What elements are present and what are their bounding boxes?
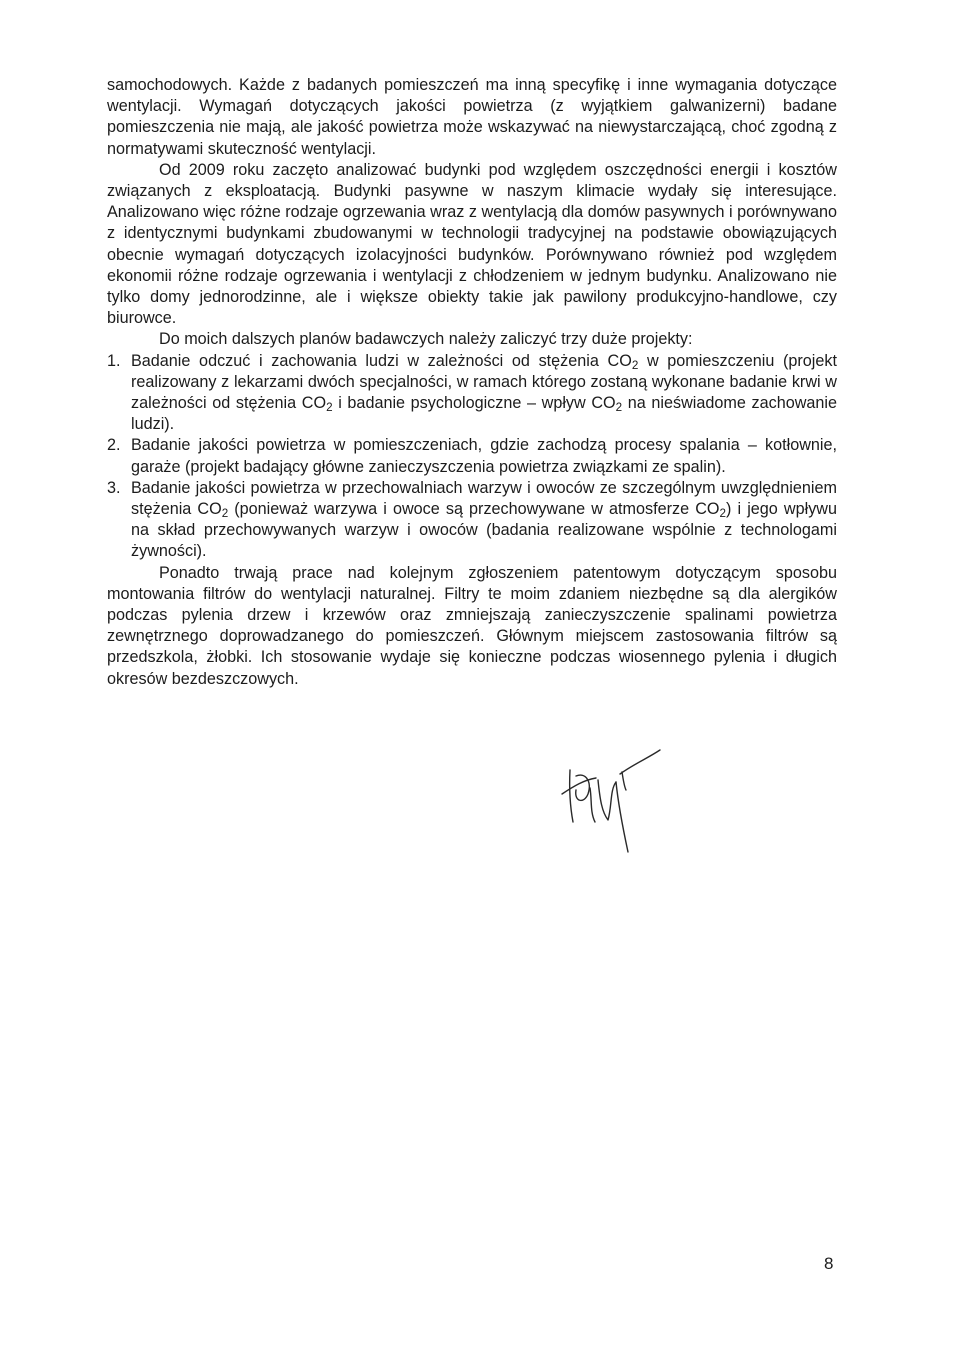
list-item-text xyxy=(131,352,837,434)
subscript: 2 xyxy=(326,400,333,414)
list-number: 2. xyxy=(107,436,121,455)
paragraph-intro: samochodowych. Każde z badanych pomieszczeń ma inną specyfikę i inne wymagania dotyczące wentylacji. Wymagań dotyczących jakości powietrza (z wyjątkiem galwanizerni) badane pomieszczenia nie mają, ale jakość powietrza może wskazywać na niewystarczającą, choć zgodną z normatywami skuteczność wentylacji. xyxy=(107,76,837,158)
text-run: (ponieważ warzywa i owoce są przechowywane w atmosferze CO xyxy=(228,500,720,519)
text-run: na nieświadome zachowanie ludzi). xyxy=(131,394,838,434)
subscript: 2 xyxy=(631,358,639,372)
document-body xyxy=(107,75,837,690)
signature-icon xyxy=(560,742,670,854)
text-run: ) i jego wpływu na skład przechowywanych warzyw i owoców (badania realizowane wspólnie z technologami żywności). xyxy=(131,500,837,561)
list-number: 1. xyxy=(107,351,121,370)
text-run: Badanie odczuć i zachowania ludzi w zależności od stężenia CO xyxy=(131,351,632,370)
subscript: 2 xyxy=(221,506,229,520)
paragraph-energy-analysis: Od 2009 roku zaczęto analizować budynki pod względem oszczędności energii i kosztów związanych z eksploatacją. Budynki pasywne w naszym klimacie wydały się interesujące. Analizowano więc różne rodzaje ogrzewania wraz z wentylacją dla domów pasywnych i porównywano z identycznymi budynkami zbudowanymi w technologii tradycyjnej na podstawie obowiązujących obecnie wymagań dotyczących izolacyjności budynków. Porównywano również pod względem ekonomii różne rodzaje ogrzewania i wentylacji z chłodzeniem w jednym budynku. Analizowano nie tylko domy jednorodzinne, ale i większe obiekty takie jak pawilony produkcyjno-handlowe, czy biurowce. xyxy=(107,160,837,328)
projects-list xyxy=(107,351,837,563)
text-run: i badanie psychologiczne – wpływ CO xyxy=(332,394,616,413)
subscript: 2 xyxy=(719,506,726,520)
list-item xyxy=(107,478,837,563)
paragraph-closing: Ponadto trwają prace nad kolejnym zgłoszeniem patentowym dotyczącym sposobu montowania filtrów do wentylacji naturalnej. Filtry te moim zdaniem niezbędne są dla alergików podczas pylenia drzew i krzewów oraz zmniejszają zanieczyszczenie spalinami powietrza zewnętrznego doprowadzanego do pomieszczeń. Głównym miejscem zastosowania filtrów są przedszkola, żłobki. Ich stosowanie wydaje się konieczne podczas wiosennego pylenia i długich okresów bezdeszczowych. xyxy=(107,563,837,688)
text-run: w pomieszczeniu (projekt realizowany z lekarzami dwóch specjalności, w ramach którego zostaną wykonane badanie krwi w zależności od stężenia CO xyxy=(131,351,837,413)
list-item-text xyxy=(131,479,837,561)
list-item xyxy=(107,435,837,477)
subscript: 2 xyxy=(615,400,623,414)
list-item-text xyxy=(131,436,837,475)
page-number: 8 xyxy=(824,1254,834,1273)
list-item xyxy=(107,351,837,436)
text-run: Badanie jakości powietrza w pomieszczeniach, gdzie zachodzą procesy spalania – kotłownie, garaże (projekt badający główne zanieczyszczenia powietrza związkami ze spalin). xyxy=(131,436,837,476)
paragraph-plans-intro: Do moich dalszych planów badawczych należy zaliczyć trzy duże projekty: xyxy=(159,330,693,349)
text-run: Badanie jakości powietrza w przechowalniach warzyw i owoców ze szczególnym uwzględnieniem stężenia CO xyxy=(131,478,837,519)
list-number: 3. xyxy=(107,478,121,497)
